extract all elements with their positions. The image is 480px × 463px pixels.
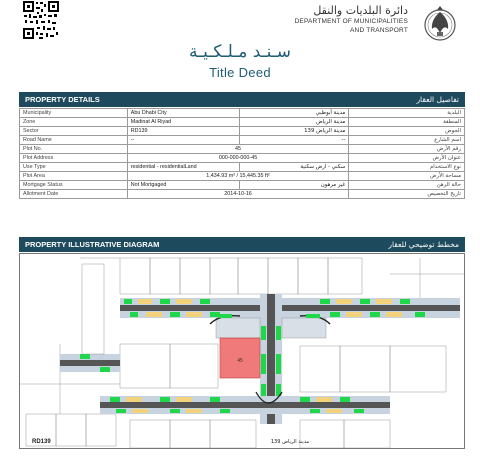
label-plot-area-ar: مساحة الأرض	[349, 172, 465, 181]
value-zone-en: Madinat Al Riyad	[127, 118, 239, 127]
value-plot-address: 000-000-000-45	[127, 154, 349, 163]
label-road-name-ar: اسم الشارع	[349, 136, 465, 145]
label-sector-ar: الحوض	[349, 127, 465, 136]
property-details-heading-en: PROPERTY DETAILS	[25, 95, 100, 104]
value-use-type-en: residential - residentialLand	[127, 163, 239, 172]
diagram-heading-en: PROPERTY ILLUSTRATIVE DIAGRAM	[25, 240, 160, 249]
value-road-name-en: --	[127, 136, 239, 145]
property-details-table	[19, 108, 465, 199]
label-plot-area: Plot Area	[20, 172, 128, 181]
falcon-emblem-icon	[418, 2, 462, 44]
highlighted-plot	[220, 338, 260, 378]
property-details-heading-ar: تفاصيل العقار	[416, 95, 459, 104]
label-plot-address: Plot Address	[20, 154, 128, 163]
property-details-heading	[19, 92, 465, 107]
sector-label-ar: مدينة الرياض 139	[270, 439, 310, 445]
value-municipality-ar: مدينة أبوظبي	[239, 109, 349, 118]
title-arabic: سـنـد مـلـكـيـة	[189, 42, 291, 62]
label-plot-no-ar: رقم الأرض	[349, 145, 465, 154]
value-road-name-ar: --	[239, 136, 349, 145]
table-row	[20, 118, 465, 127]
value-sector-en: RD139	[127, 127, 239, 136]
label-use-type: Use Type	[20, 163, 128, 172]
label-allotment-date: Allotment Date	[20, 190, 128, 199]
sector-label: RD139	[32, 439, 51, 445]
qr-code	[22, 0, 60, 40]
property-diagram-map	[19, 253, 465, 449]
plot-number-label: 45	[237, 358, 243, 364]
label-sector: Sector	[20, 127, 128, 136]
title-english: Title Deed	[209, 65, 271, 80]
label-plot-no: Plot No.	[20, 145, 128, 154]
table-row	[20, 154, 465, 163]
value-sector-ar: مدينة الرياض 139	[239, 127, 349, 136]
label-mortgage-status: Mortgage Status	[20, 181, 128, 190]
table-row	[20, 190, 465, 199]
dmt-logo	[262, 2, 462, 42]
diagram-heading-ar: مخطط توضيحي للعقار	[388, 240, 459, 249]
table-row	[20, 145, 465, 154]
label-municipality-ar: البلدية	[349, 109, 465, 118]
label-mortgage-status-ar: حالة الرهن	[349, 181, 465, 190]
label-zone: Zone	[20, 118, 128, 127]
org-name-en-line2: AND TRANSPORT	[350, 27, 408, 34]
label-road-name: Road Name	[20, 136, 128, 145]
table-row	[20, 127, 465, 136]
table-row	[20, 136, 465, 145]
value-allotment-date: 2014-10-16	[127, 190, 349, 199]
label-plot-address-ar: عنوان الأرض	[349, 154, 465, 163]
org-name-en-line1: DEPARTMENT OF MUNICIPALITIES	[294, 18, 408, 25]
value-use-type-ar: سكني - ارض سكنية	[239, 163, 349, 172]
road-top	[120, 298, 460, 318]
value-mortgage-status-en: Not Mortgaged	[127, 181, 239, 190]
value-municipality-en: Abu Dhabi City	[127, 109, 239, 118]
table-row	[20, 172, 465, 181]
label-use-type-ar: نوع الاستخدام	[349, 163, 465, 172]
table-row	[20, 163, 465, 172]
table-row	[20, 109, 465, 118]
value-plot-area: 1,434.93 m² / 15,445.35 ft²	[127, 172, 349, 181]
label-allotment-date-ar: تاريخ التخصيص	[349, 190, 465, 199]
value-mortgage-status-ar: غير مرهون	[239, 181, 349, 190]
org-name-ar: دائرة البلديات والنقل	[313, 4, 408, 17]
diagram-heading	[19, 237, 465, 252]
value-zone-ar: مدينة الرياض	[239, 118, 349, 127]
label-municipality: Municipality	[20, 109, 128, 118]
value-plot-no: 45	[127, 145, 349, 154]
map-svg	[20, 254, 465, 449]
table-row	[20, 181, 465, 190]
label-zone-ar: المنطقة	[349, 118, 465, 127]
